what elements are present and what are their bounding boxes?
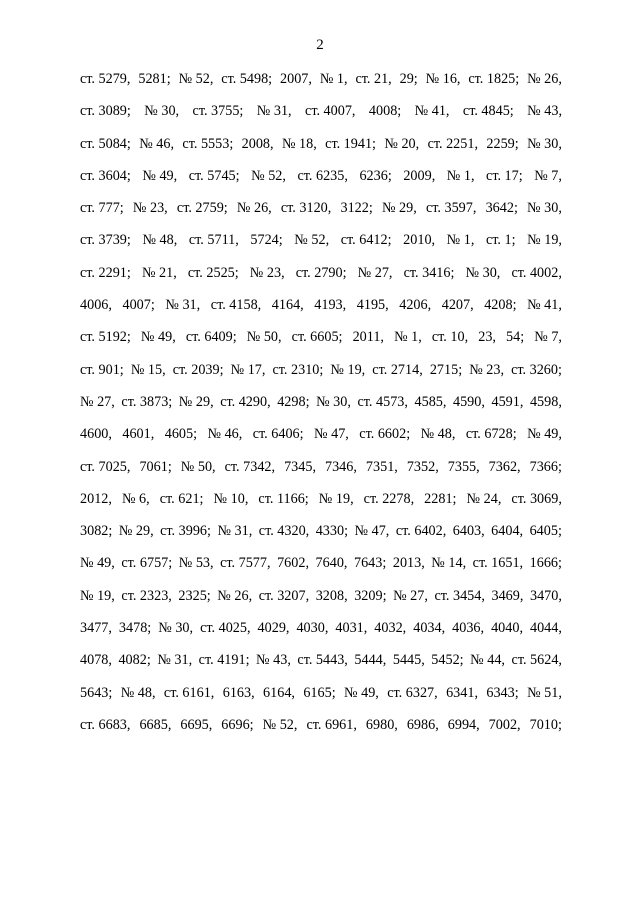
page-number: 2 [316,37,324,53]
text-word: ст. 5192; [80,329,131,346]
text-word: 2715; [429,361,463,378]
text-word: ст. 6406; [252,426,304,443]
text-word: ст. 5553; [182,135,234,152]
text-word: ст. 1651, [472,555,524,572]
text-word: 3477, [80,620,112,637]
text-word: 2259; [486,135,519,152]
text-line [80,487,562,519]
text-word: ст. 3996; [160,523,211,540]
text-word: № 47, [314,426,349,443]
text-word: ст. 3069, [511,490,562,507]
text-word: 4208; [484,297,517,314]
text-word: № 27, [357,264,393,281]
text-word: 7346, [324,458,357,475]
text-word: № 29, [178,393,214,410]
text-line [80,99,562,131]
text-word: ст. 4320, [258,523,310,540]
text-line [80,616,562,648]
text-word: № 29, [118,523,154,540]
text-word: № 19, [318,490,354,507]
text-word: 4164, [271,297,304,314]
text-word: № 49, [344,684,379,701]
text-word: 1666; [529,555,562,572]
text-word: ст. 6327, [387,684,438,701]
text-word: № 20, [384,135,420,152]
text-word: 4078, [80,652,112,669]
text-word: 5281; [138,71,171,87]
text-word: № 30, [527,135,562,152]
text-word: № 24, [466,490,502,507]
text-line [80,132,562,164]
text-word: № 19, [330,361,366,378]
text-word: 4008; [368,103,402,120]
text-word: № 6, [121,490,150,507]
text-word: № 49, [527,426,562,443]
text-word: ст. 5498; [221,71,273,87]
text-word: 4605; [164,426,198,443]
text-word: 5643; [80,684,113,701]
text-word: № 46, [139,135,175,152]
text-word: 5452; [431,652,464,669]
text-line [80,261,562,293]
text-word: ст. 4191; [198,652,250,669]
text-word: ст. 3604; [80,167,131,184]
text-word: № 14, [431,555,467,572]
text-word: ст. 5443, [297,652,348,669]
text-word: № 41, [414,103,450,120]
text-word: 7345, [284,458,316,475]
text-word: ст. 3207, [258,587,310,604]
text-word: № 48, [420,426,456,443]
text-word: 7352, [406,458,439,475]
text-word: 3469, [491,587,524,604]
text-word: № 26, [217,587,253,604]
text-word: № 23, [249,264,285,281]
text-word: ст. 1; [486,232,516,249]
text-word: 7366; [529,458,562,475]
text-word: ст. 6605; [291,329,343,346]
text-word: № 17, [230,361,266,378]
text-word: ст. 5279, [80,71,131,87]
text-word: ст. 2310; [272,361,324,378]
text-word: 7002, [488,716,521,733]
text-word: № 46, [207,426,243,443]
text-line [80,164,562,196]
text-word: 29; [399,71,418,87]
text-word: 6980, [365,716,398,733]
text-word: ст. 17; [486,167,523,184]
text-word: № 27, [393,587,428,604]
text-word: 6986, [406,716,439,733]
text-word: 4600, [80,426,112,443]
text-word: 6404, [491,523,524,540]
text-word: № 31, [256,103,292,120]
text-word: 3208, [315,587,348,604]
text-word: 6165; [303,684,336,701]
text-word: № 19, [80,587,115,604]
text-word: ст. 5084; [80,135,131,152]
text-word: 2012, [80,490,112,507]
text-word: ст. 2714, [372,361,423,378]
text-word: 3122; [340,200,373,217]
text-word: № 52, [294,232,330,249]
text-word: 4036, [452,620,485,637]
text-word: № 43, [527,103,562,120]
text-word: 4193, [314,297,347,314]
text-word: ст. 5745; [188,167,240,184]
text-word: ст. 3755; [192,103,244,120]
text-word: 23, [478,329,496,346]
text-line [80,519,562,551]
text-word: 2009, [403,167,436,184]
text-word: № 53, [178,555,214,572]
text-word: № 7, [534,167,562,184]
text-word: № 52, [178,71,214,87]
text-word: № 26, [527,71,562,87]
text-line [80,67,562,99]
text-line [80,713,562,745]
text-word: ст. 901; [80,361,124,378]
text-word: 6405; [529,523,562,540]
text-word: 3082; [80,523,113,540]
text-word: 7362, [488,458,521,475]
text-line [80,681,562,713]
text-word: 7061; [139,458,172,475]
text-word: ст. 4007, [305,103,356,120]
text-word: ст. 3454, [434,587,485,604]
text-word: № 10, [213,490,249,507]
text-word: № 1, [446,232,475,249]
text-word: ст. 5624, [511,652,562,669]
text-line [80,358,562,390]
text-word: № 31, [217,523,253,540]
text-line [80,325,562,357]
text-word: № 18, [281,135,317,152]
text-word: ст. 3739; [80,232,131,249]
text-word: ст. 3089; [80,103,131,120]
text-line [80,584,562,616]
text-word: № 1, [446,167,475,184]
text-word: ст. 6409; [185,329,237,346]
text-word: ст. 777; [80,200,124,217]
text-word: 2008, [241,135,274,152]
text-word: ст. 3260; [511,361,562,378]
text-word: 4601, [122,426,155,443]
text-word: 4591, [491,393,524,410]
text-word: ст. 2759; [176,200,228,217]
text-word: 4031, [335,620,368,637]
text-word: № 52, [262,716,298,733]
text-line [80,293,562,325]
text-word: ст. 6235, [297,167,348,184]
text-word: 6696; [221,716,254,733]
text-word: 4585, [414,393,447,410]
text-word: № 43, [256,652,291,669]
text-word: № 48, [142,232,178,249]
text-word: 6994, [447,716,480,733]
text-word: ст. 7025, [80,458,131,475]
text-word: 7010; [529,716,562,733]
text-word: 6343; [486,684,519,701]
text-line [80,196,562,228]
text-word: 3209; [354,587,387,604]
text-word: № 1, [394,329,422,346]
text-word: ст. 6602; [359,426,411,443]
text-line [80,648,562,680]
text-word: 2281; [424,490,457,507]
text-word: 4298; [277,393,310,410]
text-word: ст. 6961, [306,716,357,733]
text-word: № 50, [246,329,282,346]
text-word: 6685, [139,716,172,733]
text-word: № 23, [469,361,505,378]
text-word: 7602, [277,555,309,572]
text-word: ст. 1825; [468,71,520,87]
text-word: 2013, [392,555,425,572]
text-word: 2325; [178,587,211,604]
text-word: № 49, [142,167,178,184]
text-word: ст. 2039; [172,361,224,378]
text-word: 7355, [447,458,480,475]
text-word: ст. 6683, [80,716,131,733]
text-line [80,228,562,260]
text-word: 4007; [122,297,155,314]
text-word: № 44, [470,652,505,669]
text-word: ст. 2790; [295,264,347,281]
text-word: ст. 1166; [258,490,309,507]
text-word: 6164, [263,684,295,701]
text-word: 2010, [403,232,436,249]
text-line [80,390,562,422]
text-word: № 29, [381,200,417,217]
text-word: 4029, [257,620,290,637]
text-word: 4044, [529,620,562,637]
text-word: ст. 2278, [363,490,415,507]
text-word: ст. 21, [355,71,392,87]
text-word: № 41, [527,297,562,314]
text-word: ст. 3416; [403,264,455,281]
text-line [80,551,562,583]
text-word: ст. 2291; [80,264,131,281]
text-word: ст. 10, [431,329,469,346]
text-word: ст. 7577, [220,555,271,572]
text-word: 4082; [118,652,151,669]
text-word: 6403, [452,523,485,540]
text-word: 2007, [280,71,312,87]
text-word: № 50, [180,458,216,475]
text-word: № 49, [140,329,176,346]
text-word: № 7, [534,329,562,346]
text-word: № 31, [157,652,193,669]
text-word: ст. 4573, [357,393,408,410]
text-word: ст. 3873; [121,393,173,410]
text-line [80,422,562,454]
text-word: ст. 2525; [187,264,239,281]
text-word: ст. 4158, [210,297,262,314]
text-word: 4330; [315,523,349,540]
text-word: 54; [506,329,525,346]
text-word: № 23, [132,200,168,217]
text-word: ст. 6728; [465,426,517,443]
text-word: № 15, [130,361,166,378]
text-word: 2011, [352,329,384,346]
text-word: 3470, [529,587,562,604]
text-word: 4006, [80,297,112,314]
text-word: № 19, [527,232,562,249]
text-word: 4034, [413,620,446,637]
text-word: ст. 3597, [425,200,477,217]
text-word: ст. 4845; [462,103,514,120]
text-word: ст. 2251, [427,135,479,152]
text-word: № 52, [251,167,286,184]
text-line [80,455,562,487]
text-word: 5445, [392,652,425,669]
text-word: № 48, [120,684,156,701]
text-word: ст. 4002, [511,264,562,281]
text-word: ст. 6161, [163,684,215,701]
text-word: 3478; [118,620,152,637]
text-word: 6163, [222,684,255,701]
text-word: 5444, [354,652,387,669]
text-word: № 26, [236,200,272,217]
text-word: 7640, [315,555,348,572]
text-word: ст. 7342, [224,458,276,475]
text-word: № 16, [425,71,461,87]
text-word: ст. 4290, [220,393,271,410]
text-word: № 21, [141,264,177,281]
text-word: 6341, [446,684,478,701]
text-word: № 30, [144,103,180,120]
text-word: ст. 6412; [340,232,392,249]
text-word: 4030, [296,620,329,637]
text-word: 7351, [365,458,398,475]
text-word: 3642; [485,200,518,217]
text-word: 4206, [399,297,432,314]
text-word: 6695, [180,716,213,733]
text-word: ст. 2323, [121,587,172,604]
text-word: 7643; [353,555,387,572]
text-word: № 30, [158,620,194,637]
text-word: 4598, [529,393,562,410]
text-word: ст. 621; [159,490,204,507]
text-word: ст. 6757; [121,555,173,572]
text-word: № 1, [319,71,348,87]
body-text [80,67,562,745]
text-word: ст. 1941; [325,135,376,152]
text-word: № 30, [527,200,562,217]
text-word: 6236; [359,167,392,184]
text-word: 4590, [452,393,485,410]
text-word: № 30, [316,393,351,410]
text-word: ст. 3120, [280,200,332,217]
text-word: № 49, [80,555,115,572]
text-word: 4032, [374,620,407,637]
text-word: ст. 4025, [200,620,251,637]
text-word: № 51, [527,684,562,701]
text-word: № 27, [80,393,115,410]
text-word: ст. 6402, [395,523,447,540]
text-word: ст. 5711, [188,232,239,249]
text-word: 5724; [250,232,283,249]
text-word: 4040, [491,620,523,637]
text-word: № 47, [354,523,390,540]
text-word: № 30, [465,264,501,281]
text-word: 4207, [441,297,474,314]
text-word: 4195, [356,297,389,314]
text-word: № 31, [165,297,201,314]
